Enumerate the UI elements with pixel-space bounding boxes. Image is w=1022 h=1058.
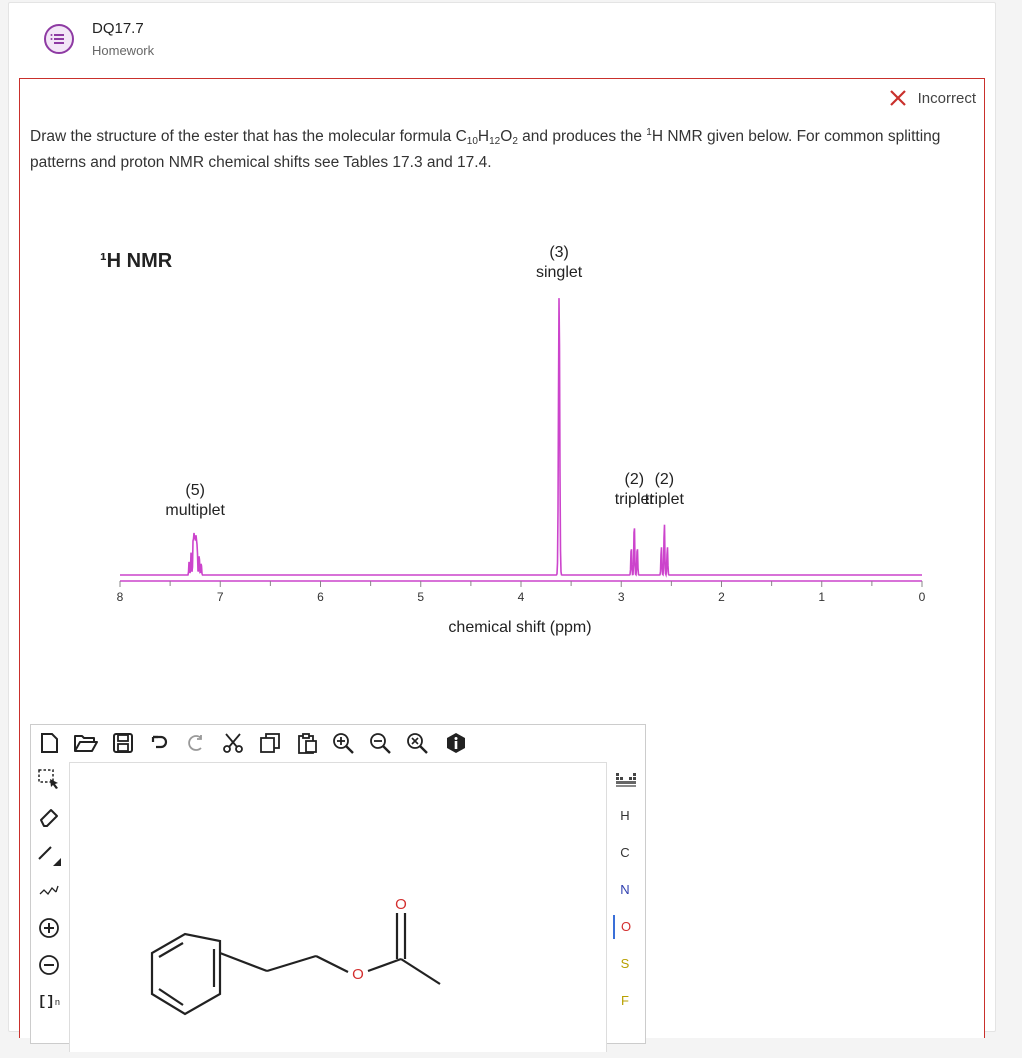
bond-tool[interactable] [36, 841, 62, 867]
question-prompt [30, 124, 950, 176]
status-badge [888, 88, 976, 108]
charge-plus-tool[interactable] [36, 915, 62, 941]
prompt-text-before: Draw the structure of the ester that has the molecular formula [30, 128, 456, 145]
chain-icon [38, 880, 60, 902]
x-tick-label: 4 [517, 590, 525, 604]
drawing-canvas[interactable] [69, 762, 607, 1052]
x-tick-label: 0 [918, 590, 926, 604]
new-document-icon [38, 732, 60, 754]
paste-icon [296, 732, 318, 754]
molecular-formula: $C_{10}H_{12}O_2$ [455, 128, 518, 147]
drawn-molecule [70, 763, 608, 1053]
single-bond-icon [36, 841, 62, 867]
periodic-table-button[interactable] [613, 767, 639, 793]
open-button[interactable] [73, 730, 99, 756]
prompt-text-middle: and produces the [517, 128, 647, 145]
assignment-subtitle: Homework [92, 43, 155, 58]
info-button[interactable] [443, 730, 469, 756]
folder-open-icon [73, 732, 99, 754]
zoom-in-icon [331, 731, 355, 755]
question-box [19, 78, 985, 1038]
peak-integration: (3) [549, 244, 569, 261]
element-F[interactable]: F [621, 993, 629, 1008]
carbon-chain [220, 913, 440, 984]
zoom-in-button[interactable] [330, 730, 356, 756]
eraser-icon [38, 806, 60, 828]
minus-circle-icon [38, 954, 60, 976]
benzene-ring [152, 934, 220, 1014]
bracket-tool[interactable] [36, 989, 62, 1015]
redo-button[interactable] [182, 730, 208, 756]
structure-editor [30, 724, 646, 1044]
ester-oxygen-atom: O [352, 966, 364, 983]
element-N[interactable]: N [620, 882, 630, 897]
zoom-out-button[interactable] [367, 730, 393, 756]
erase-tool[interactable] [36, 804, 62, 830]
lasso-select-icon [38, 769, 60, 791]
periodic-table-icon [615, 772, 637, 788]
cut-button[interactable] [220, 730, 246, 756]
scissors-icon [222, 732, 244, 754]
x-axis [117, 581, 926, 604]
x-tick-label: 1 [818, 590, 826, 604]
element-S[interactable]: S [620, 956, 630, 971]
select-tool[interactable] [36, 767, 62, 793]
copy-icon [259, 732, 281, 754]
copy-button[interactable] [257, 730, 283, 756]
nmr-spectrum [70, 239, 930, 649]
zoom-reset-button[interactable] [404, 730, 430, 756]
peak-multiplicity: triplet [644, 490, 684, 508]
x-tick-label: 7 [216, 590, 224, 604]
peak-integration: (2) [654, 470, 675, 488]
peak-multiplicity: multiplet [165, 502, 225, 519]
redo-icon [184, 732, 206, 754]
x-tick-label: 8 [116, 590, 124, 604]
x-tick-label: 2 [718, 590, 725, 604]
chart-title: ¹H NMR [100, 250, 173, 272]
save-button[interactable] [110, 730, 136, 756]
x-axis-label: chemical shift (ppm) [448, 619, 592, 636]
peak-integration: (2) [624, 470, 645, 488]
charge-minus-tool[interactable] [36, 952, 62, 978]
x-tick-label: 3 [617, 590, 625, 604]
bracket-icon: []n [37, 994, 61, 1010]
chain-tool[interactable] [36, 878, 62, 904]
undo-button[interactable] [146, 730, 172, 756]
x-tick-label: 6 [317, 590, 324, 604]
info-icon [445, 732, 467, 754]
spectrum-trace [120, 298, 922, 575]
prompt-text-after: H NMR given below. For common splitting patterns and proton NMR chemical shifts see Tables 17.3 and 17.4. [30, 128, 941, 171]
zoom-reset-icon [405, 731, 429, 755]
peak-integration: (5) [185, 482, 205, 499]
peak-multiplicity: singlet [535, 264, 583, 281]
new-document-button[interactable] [36, 730, 62, 756]
element-O[interactable]: O [613, 915, 637, 939]
peak-multiplicity: triplet [614, 490, 654, 508]
homework-icon [43, 23, 75, 55]
status-label: Incorrect [917, 89, 976, 107]
paste-button[interactable] [294, 730, 320, 756]
save-icon [112, 732, 134, 754]
peak-labels [165, 244, 684, 519]
plus-circle-icon [38, 917, 60, 939]
zoom-out-icon [368, 731, 392, 755]
close-x-icon [888, 88, 908, 108]
nmr-superscript: 1 [646, 127, 652, 138]
x-tick-label: 5 [417, 590, 425, 604]
carbonyl-oxygen-atom: O [395, 896, 407, 913]
undo-icon [148, 732, 170, 754]
assignment-title: DQ17.7 [92, 20, 144, 37]
element-H[interactable]: H [620, 808, 630, 823]
element-C[interactable]: C [620, 845, 630, 860]
